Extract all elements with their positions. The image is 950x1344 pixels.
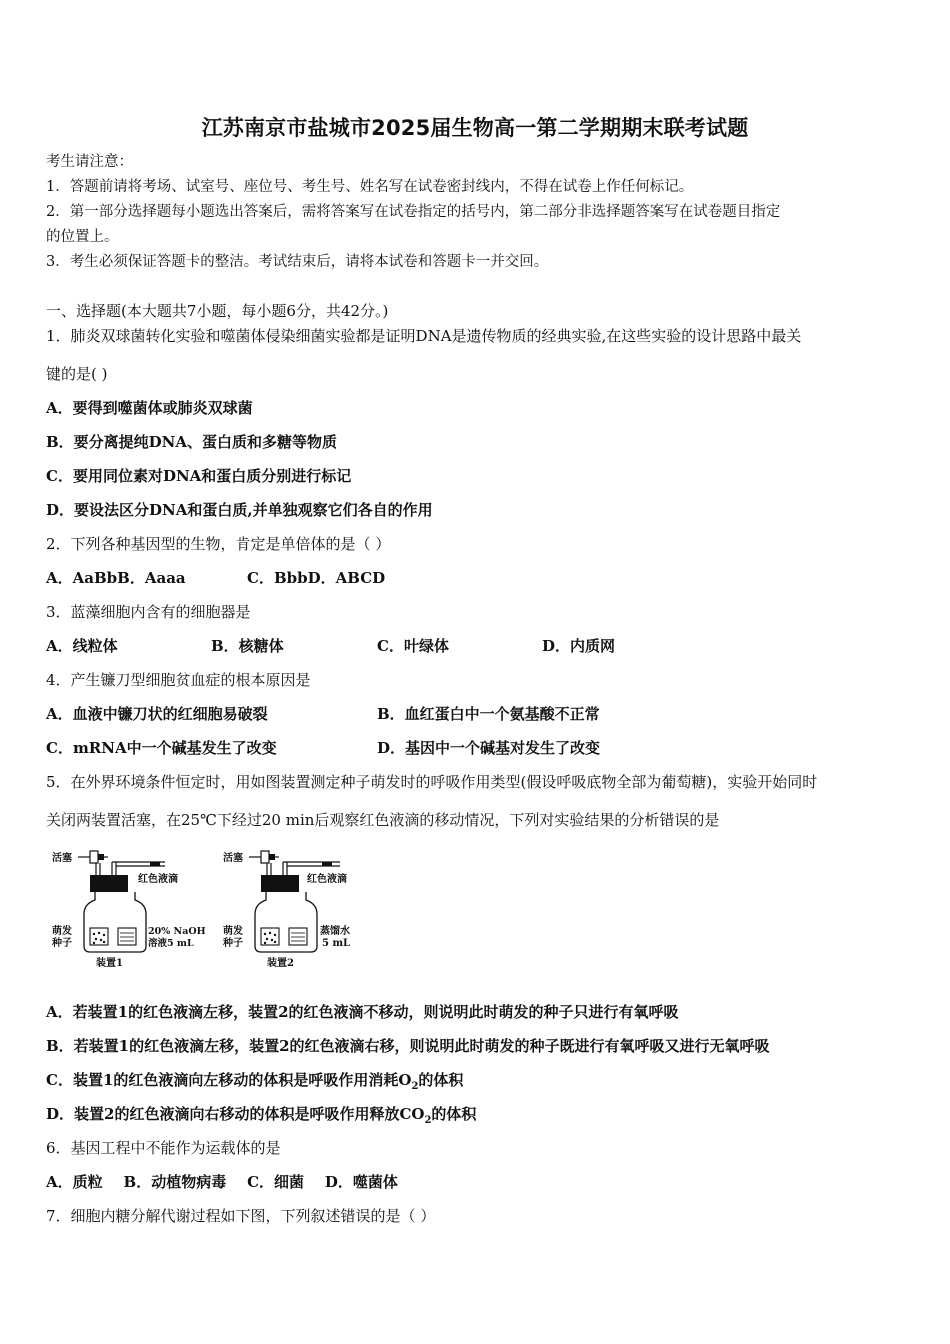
notice-heading: 考生请注意： (46, 154, 133, 170)
q3-option-c: C．叶绿体 (377, 637, 449, 655)
q3-option-d: D．内质网 (542, 637, 616, 655)
q5-option-c (46, 1069, 904, 1098)
q5-option-d-text: D．装置2的红色液滴向右移动的体积是呼吸作用释放CO (46, 1105, 425, 1123)
q4-option-b: B．血红蛋白中一个氨基酸不正常 (377, 705, 600, 723)
q4-option-a: A．血液中镰刀状的红细胞易破裂 (46, 705, 268, 723)
q1-stem-line2: 键的是( ) (46, 365, 108, 383)
q5-option-c-tail: 的体积 (418, 1071, 464, 1089)
q1-stem-line1: 1．肺炎双球菌转化实验和噬菌体侵染细菌实验都是证明DNA是遗传物质的经典实验,在这些实验的设计思路中最关 (46, 327, 802, 345)
device2-seed-label-1: 萌发 (223, 926, 243, 937)
q2-options-ab: A．AaBbB．Aaaa (46, 569, 186, 587)
q1-option-c: C．要用同位素对DNA和蛋白质分别进行标记 (46, 467, 352, 485)
device1-seed-label-2: 种子 (52, 938, 72, 949)
device1-valve-label: 活塞 (52, 853, 72, 864)
q4-option-d: D．基因中一个碱基对发生了改变 (377, 739, 601, 757)
q6-stem: 6．基因工程中不能作为运载体的是 (46, 1139, 281, 1157)
q5-option-d-tail: 的体积 (431, 1105, 477, 1123)
q5-option-a: A．若装置1的红色液滴左移，装置2的红色液滴不移动，则说明此时萌发的种子只进行有氧呼吸 (46, 1003, 679, 1021)
device2-water-label-2: 5 mL (322, 938, 351, 949)
q3-option-a: A．线粒体 (46, 637, 118, 655)
q2-options-cd: C．BbbD．ABCD (247, 569, 386, 587)
device2-drop-label: 红色液滴 (307, 874, 347, 885)
device1-drop-label: 红色液滴 (138, 874, 178, 885)
device2-label: 装置2 (267, 958, 294, 969)
notice-item-2: 2．第一部分选择题每小题选出答案后，需将答案写在试卷指定的括号内，第二部分非选择题答案写在试卷题目指定 (46, 204, 781, 220)
page-title: 江苏南京市盐城市2025届生物高一第二学期期末联考试题 (201, 116, 749, 140)
q6-options: A．质粒 B．动植物病毒 C．细菌 D．噬菌体 (46, 1173, 398, 1191)
q7-stem: 7．细胞内糖分解代谢过程如下图，下列叙述错误的是（ ） (46, 1207, 436, 1225)
q4-stem: 4．产生镰刀型细胞贫血症的根本原因是 (46, 671, 311, 689)
q2-stem: 2．下列各种基因型的生物，肯定是单倍体的是（ ） (46, 535, 391, 553)
q5-option-b: B．若装置1的红色液滴左移，装置2的红色液滴右移，则说明此时萌发的种子既进行有氧呼吸又进行无氧呼吸 (46, 1037, 770, 1055)
device2-water-label-1: 蒸馏水 (320, 926, 350, 937)
q5-stem-line2: 关闭两装置活塞，在25℃下经过20 min后观察红色液滴的移动情况，下列对实验结果的分析错误的是 (46, 811, 720, 829)
notice-item-3: 3．考生必须保证答题卡的整洁。考试结束后，请将本试卷和答题卡一并交回。 (46, 254, 549, 270)
device1-naoh-label-1: 20% NaOH (148, 926, 206, 937)
section-heading: 一、选择题(本大题共7小题，每小题6分，共42分。) (46, 302, 389, 320)
device1-label: 装置1 (96, 958, 123, 969)
q1-option-a: A．要得到噬菌体或肺炎双球菌 (46, 399, 253, 417)
notice-item-1: 1．答题前请将考场、试室号、座位号、考生号、姓名写在试卷密封线内，不得在试卷上作任何标记。 (46, 179, 694, 195)
respiration-apparatus-diagram (50, 848, 370, 973)
q3-option-b: B．核糖体 (211, 637, 284, 655)
q5-stem-line1: 5．在外界环境条件恒定时，用如图装置测定种子萌发时的呼吸作用类型(假设呼吸底物全部为葡萄糖)，实验开始同时 (46, 773, 818, 791)
q5-option-c-text: C．装置1的红色液滴向左移动的体积是呼吸作用消耗O (46, 1071, 412, 1089)
q5-option-d (46, 1103, 904, 1132)
device2-valve-label: 活塞 (223, 853, 243, 864)
q5-option-d-sub: 2 (424, 1115, 432, 1126)
device1-seed-label-1: 萌发 (52, 926, 72, 937)
device2-seed-label-2: 种子 (223, 938, 243, 949)
q3-stem: 3．蓝藻细胞内含有的细胞器是 (46, 603, 251, 621)
device1-naoh-label-2: 溶液5 mL (148, 938, 194, 949)
q4-option-c: C．mRNA中一个碱基发生了改变 (46, 739, 277, 757)
q5-option-c-sub: 2 (411, 1081, 419, 1092)
q1-option-b: B．要分离提纯DNA、蛋白质和多糖等物质 (46, 433, 338, 451)
q1-option-d: D．要设法区分DNA和蛋白质,并单独观察它们各自的作用 (46, 501, 433, 519)
notice-item-2-cont: 的位置上。 (46, 229, 119, 245)
